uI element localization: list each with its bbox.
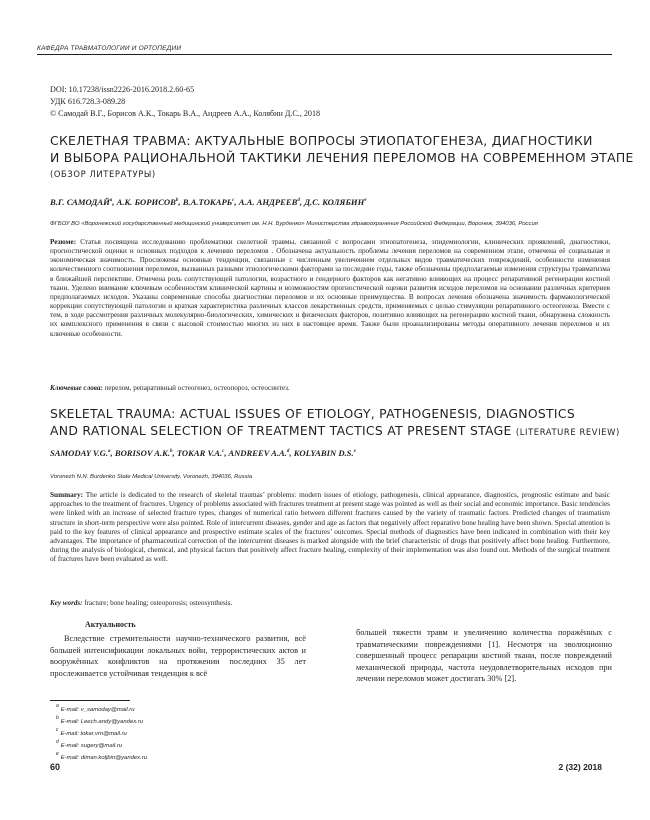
en-author-4: ANDREEV A.A.$^d$, — [228, 448, 292, 458]
en-title-line-2: AND RATIONAL SELECTION OF TREATMENT TACTICS AT PRESENT STAGE (LITERATURE REVIEW) — [50, 422, 620, 438]
udk: УДК 616.728.3-089.28 — [50, 97, 126, 106]
footnote-3: $^c$E-mail: tokar.vrn@mail.ru — [56, 726, 127, 737]
ru-affiliation: ФГБОУ ВО «Воронежский государственный медицинский университет им. Н.Н. Бурденко» Министерства здравоохранения Российской Федерации, Воронеж, 394036, Россия — [50, 221, 538, 227]
ru-author-2: А.К. БОРИСОВ$^b$, — [116, 197, 181, 207]
page-number: 60 — [50, 762, 61, 772]
body-column-1: Вследствие стремительности научно-технического развития, всё большей интенсификации локальных войн, террористических актов и вооружённых конфликтов на протяжении последних 35 лет прослеживается устойчивая тенденция к всё — [50, 634, 306, 678]
en-keywords-text: fracture; bone healing; osteoporosis; osteosynthesis. — [84, 599, 233, 607]
copyright: © Самодай В.Г., Борисов А.К., Токарь В.А., Андреев А.А., Колябин Д.С., 2018 — [50, 109, 321, 118]
en-affiliation: Voronezh N.N. Burdenko State Medical University, Voronezh, 394036, Russia — [50, 474, 253, 480]
en-author-2: BORISOV A.K.$^b$, — [114, 448, 175, 458]
ru-keywords-text: перелом, репаративный остеогенез, остеопороз, остеосинтез. — [104, 384, 290, 392]
ru-abstract-label: Резюме: — [50, 238, 77, 246]
ru-authors — [50, 197, 367, 207]
footnote-1: $^a$E-mail: v_samoday@mail.ru — [56, 703, 135, 713]
footnotes — [56, 703, 147, 762]
ru-keywords — [50, 384, 290, 392]
ru-abstract-text: Статья посвящена исследованию проблематики скелетной травмы, связанной с вопросами этиопатогенеза, эпидемиологии, клинических проявлений, диагностики, прогностической оценки и основных подходов к лечению переломов . Обозначена актуальность проблемы лечения переломов на современном этапе, отмечена её социальная и экономическая значимость. Прослежены основные тенденции, связанные с численным увеличением отдельных видов травматических повреждений, особенности изменения количественного соотношения переломов, вызванных разными этиологическими факторами за последние годы, также обозначены предполагаемые изменения структуры травматизма в ближайшей перспективе. Отмечена роль сопутствующей патологии, возрастного и гендерного факторов как негативно влияющих на процесс репаративной регенерации костной ткани. Уделено внимание ключевым особенностям клинической картины и возможностям прогностической оценки развития исходов переломов на основании различных критериев предполагаемых исходов. Указаны современные способы диагностики переломов и их основные преимущества. В вопросах лечения обозначена значимость фармакологической коррекции сопутствующей патологии и краткая характеристика различных классов лекарственных средств, применяемых с целью стимуляции репаративного остеогенеза. Вместе с тем, в ходе рассмотрения различных молекулярно-биологических, химических и физических факторов, позитивно влияющих на регенерацию костной ткани, обнаружена сложность их комплексного применения в связи с высокой стоимостью многих из них в настоящее время. Также были проанализированы методы оперативного лечения переломов и их ключевые особенности. — [50, 238, 611, 338]
issue-number: 2 (32) 2018 — [558, 762, 602, 772]
en-abstract-label: Summary: — [50, 491, 84, 499]
footnote-rule — [50, 700, 130, 701]
en-authors — [50, 448, 356, 458]
en-abstract — [50, 491, 610, 565]
journal-section-header: КАФЕДРА ТРАВМАТОЛОГИИ И ОРТОПЕДИИ — [37, 45, 182, 52]
en-title — [50, 406, 620, 440]
doi: DOI: 10.17238/issn2226-2016.2018.2.60-65 — [50, 85, 195, 94]
ru-title — [50, 133, 634, 183]
ru-author-4: А.А. АНДРЕЕВ$^d$, — [238, 197, 303, 207]
ru-title-sub: (ОБЗОР ЛИТЕРАТУРЫ) — [50, 169, 156, 180]
body-column-2: большей тяжести травм и увеличению количества поражённых с травматическими повреждениями [1]. Несмотря на эволюционно совершенный процесс репарации костной ткани, после повреждений механической природы, частота неудовлетворительных исходов при лечении переломов может достигать 30% [2]. — [356, 628, 612, 684]
section-title: Актуальность — [85, 620, 136, 629]
en-author-1: SAMODAY V.G.$^a$, — [50, 448, 113, 458]
en-keywords — [50, 599, 232, 607]
footnote-5: $^e$E-mail: diman.koljbin@yandex.ru — [56, 750, 147, 761]
en-abstract-text: The article is dedicated to the research of skeletal traumas’ problems: modern issues of etiology, pathogenesis, clinical appearance, diagnostics, prognostic estimate and basic approaches to the treatment of fractures. Urgency of problems associated with fractures treatment at present stage was pointed as well as their social and economic importance. Basic tendencies were linked with an increase of selected fracture types, changes of numerical ratio between different fractures caused by the variety of traumatic factors. Predicted changes of traumatism structure in short-term perspective were also pointed. Role of intercurrent diseases, gender and age as factors that negatively affect reparative bone healing have been shown. Special attention is paid to the key features of clinical appearance and prospective estimate scales of the fractures’ outcomes. Special methods of diagnostics have been indicated in combination with their key advantages. The importance of pharmaceutical correction of the intercurrent diseases is marked alongside with the brief characteristic of drugs that positively affect bone healing. Furthermore, during the analysis of biological, chemical, and physical factors that positively affect fracture healing, complexity of their implementation was also found out. Methods of the surgical treatment of fractures have been evaluated as well. — [50, 491, 610, 564]
ru-abstract — [50, 238, 610, 339]
ru-keywords-label: Ключевые слова: — [50, 384, 103, 392]
en-author-3: TOKAR V.A.$^c$, — [176, 448, 227, 458]
ru-title-line-1: СКЕЛЕТНАЯ ТРАВМА: АКТУАЛЬНЫЕ ВОПРОСЫ ЭТИОПАТОГЕНЕЗА, ДИАГНОСТИКИ — [50, 133, 593, 148]
en-author-5: KOLYABIN D.S.$^e$ — [293, 448, 356, 458]
ru-title-line-2: И ВЫБОРА РАЦИОНАЛЬНОЙ ТАКТИКИ ЛЕЧЕНИЯ ПЕРЕЛОМОВ НА СОВРЕМЕННОМ ЭТАПЕ — [50, 149, 634, 165]
ru-author-5: Д.С. КОЛЯБИН$^e$ — [304, 197, 367, 207]
header-rule — [37, 54, 612, 55]
en-title-sub: (LITERATURE REVIEW) — [515, 426, 620, 437]
en-title-line-1: SKELETAL TRAUMA: ACTUAL ISSUES OF ETIOLOGY, PATHOGENESIS, DIAGNOSTICS — [50, 406, 575, 421]
footnote-2: $^b$E-mail: Leech.andy@yandex.ru — [56, 714, 144, 725]
ru-author-1: В.Г. САМОДАЙ$^a$, — [50, 197, 115, 207]
en-keywords-label: Key words: — [50, 599, 83, 607]
footnote-4: $^d$E-mail: sugery@mail.ru — [56, 738, 123, 749]
ru-author-3: В.А.ТОКАРЬ$^c$, — [182, 197, 237, 207]
